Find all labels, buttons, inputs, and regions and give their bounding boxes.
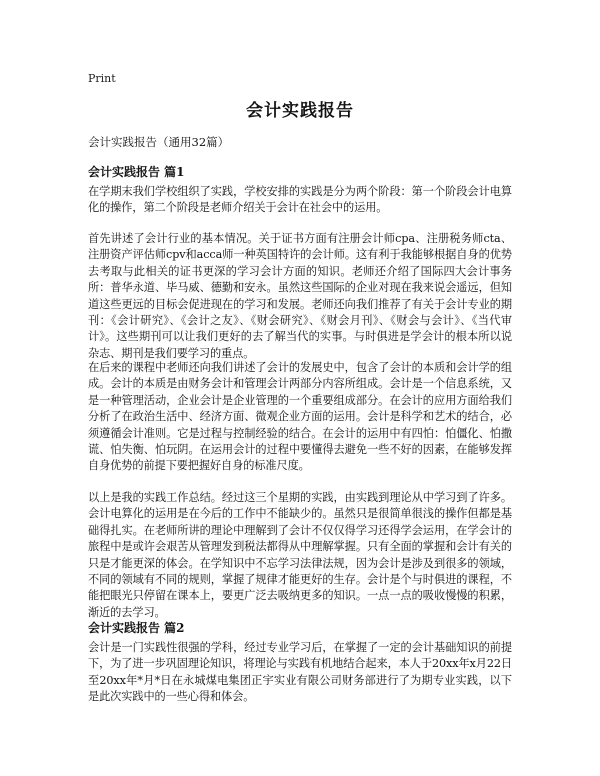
section-heading: 会计实践报告 篇1 (88, 165, 185, 179)
section-heading: 会计实践报告 篇2 (88, 621, 185, 635)
paragraph: 首先讲述了会计行业的基本情况。关于证书方面有注册会计师cpa、注册税务师cta、注册资产评估师cpv和acca师一种英国特许的会计师。这有利于我能够根据自身的优势去考取与此相关的证书更深的学习会计方面的知识。老师还介绍了国际四大会计事务所：普华永道、毕马威、德勤和安永。虽然这些国际的企业对现在我来说会遥远，但知道这些更远的目标会促进现在的学习和发展。老师还向我们推荐了有关于会计专业的期刊：《会计研究》、《会计之友》、《财会研究》、《财会月刊》、《财会与会计》、《当代审计》。这些期刊可以让我们更好的去了解当代的实事。与时俱进是学会计的根本所以说杂志、期刊是我们要学习的重点。 (88, 232, 512, 360)
section-1-paragraph-3-block (88, 360, 512, 475)
paragraph: 以上是我的实践工作总结。经过这三个星期的实践，由实践到理论从中学习到了许多。会计电算化的运用是在今后的工作中不能缺少的。虽然只是很简单很浅的操作但都是基础得扎实。在老师所讲的理论中理解到了会计不仅仅得学习还得学会运用，在学会计的旅程中是或许会艰苦从管理发到税法都得从中理解掌握。只有全面的掌握和会计有关的只是才能更深的体会。在学知识中不忘学习法律法规，因为会计是涉及到很多的领域，不同的领域有不同的规则，掌握了规律才能更好的生存。会计是个与时俱进的课程，不能把眼光只停留在课本上，要更广泛去吸纳更多的知识。一点一点的吸收慢慢的积累，渐近的去学习。 (88, 491, 512, 619)
paragraph: 在学期末我们学校组织了实践，学校安排的实践是分为两个阶段：第一个阶段会计电算化的操作，第二个阶段是老师介绍关于会计在社会中的运用。 (88, 185, 512, 215)
section-1 (88, 163, 512, 180)
section-1-paragraph-2-block (88, 231, 512, 362)
section-1-paragraph-4-block (88, 490, 512, 621)
section-1-paragraph-1-block (88, 184, 512, 217)
section-2-paragraph-1-block (88, 640, 512, 706)
paragraph: 在后来的课程中老师还向我们讲述了会计的发展史中，包含了会计的本质和会计学的组成。会计的本质是由财务会计和管理会计两部分内容所组成。会计是一个信息系统，又是一种管理活动，企业会计是企业管理的一个重要组成部分。在会计的应用方面给我们分析了在政治生活中、经济方面、微观企业方面的运用。会计是科学和艺术的结合，必须遵循会计准则。它是过程与控制经验的结合。在会计的运用中有四怕：怕僵化、怕撒谎、怕失衡、怕玩阴。在运用会计的过程中要懂得去避免一些不好的因素，在能够发挥自身优势的前提下要把握好自身的标准尺度。 (88, 361, 512, 473)
section-2 (88, 619, 512, 636)
document-title: 会计实践报告 (246, 101, 354, 121)
print-link[interactable]: Print (88, 72, 116, 85)
paragraph: 会计是一门实践性很强的学科，经过专业学习后，在掌握了一定的会计基础知识的前提下，为了进一步巩固理论知识，将理论与实践有机地结合起来，本人于20xx年x月22日至20xx年*月*日在永城煤电集团正宇实业有限公司财务部进行了为期专业实践，以下是此次实践中的一些心得和体会。 (88, 641, 512, 704)
document-subtitle: 会计实践报告（通用32篇） (88, 135, 230, 149)
